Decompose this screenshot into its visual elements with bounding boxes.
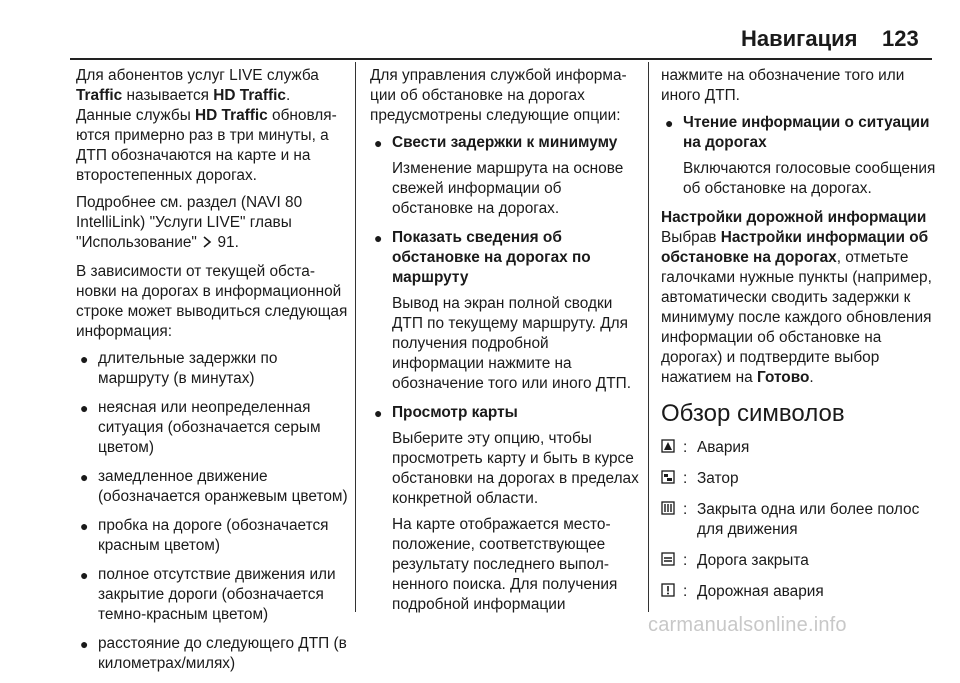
settings-heading: Настройки дорожной информации	[661, 209, 927, 226]
options-list	[370, 133, 640, 615]
symbol-label: Дорожная авария	[697, 583, 824, 600]
list-item: ● длительные задержки по маршруту (в минутах)	[80, 350, 278, 387]
paragraph-options-intro: Для управления службой информации об обстановке на дорогах предусмотрены следующие опции:	[370, 67, 627, 124]
symbol-label: Дорога закрыта	[697, 552, 809, 569]
symbol-label: Закрыта одна или более полос для движения	[697, 501, 920, 538]
info-bullet-list	[76, 349, 348, 674]
list-item: ● полное отсутствие движения или закрытие дороги (обозначается темно-красным цветом)	[80, 566, 336, 623]
paragraph-info-line: В зависимости от текущей обстановки на дорогах в информационной строке может выводиться следующая информация:	[76, 263, 348, 340]
option-text: На карте отображается местоположение, соответствующее результату последнего выполненного поиска. Для получения подробной информации	[392, 516, 618, 613]
option-item: ● Чтение информации о ситуации на дорогах Включаются голосовые сообщения об обстановке на дорогах.	[665, 114, 936, 197]
symbol-row: : Затор	[661, 469, 936, 489]
list-item: ● пробка на дороге (обозначается красным цветом)	[80, 517, 329, 554]
column-divider	[648, 62, 649, 612]
paragraph-settings: Выбрав Настройки информации об обстановке на дорогах, отметьте галочками нужные пункты (например, автоматически сводить задержки к минимуму после каждого обновления информации об обстановке на дорогах) и подтвердите выбор нажатием на Готово.	[661, 229, 932, 386]
column-1	[76, 66, 348, 683]
option-text: Выберите эту опцию, чтобы просмотреть карту и быть в курсе обстановки на дорогах в пределах конкретной области.	[392, 430, 639, 507]
option-text: Вывод на экран полной сводки ДТП по текущему маршруту. Для получения подробной информации нажмите на обозначение того или иного ДТП.	[392, 295, 631, 392]
symbol-row: : Закрыта одна или более полос для движения	[661, 500, 936, 540]
option-item: ● Показать сведения об обстановке на дорогах по маршруту Вывод на экран полной сводки ДТП по текущему маршруту. Для получения подробной информации нажмите на обозначение того или иного ДТП.	[370, 228, 640, 394]
paragraph-continued: нажмите на обозначение того или иного ДТП.	[661, 67, 905, 104]
symbol-row: : Дорожная авария	[661, 582, 936, 602]
column-3	[661, 66, 936, 613]
option-item: ● Просмотр карты Выберите эту опцию, чтобы просмотреть карту и быть в курсе обстановки на дорогах в пределах конкретной области. На карте отображается местоположение, соответствующее результату последнего выполненного поиска. Для получения подробной информации	[374, 404, 639, 613]
symbols-section-title: Обзор символов	[661, 400, 845, 427]
arrow-reference-icon	[201, 235, 213, 255]
road-closed-icon	[661, 551, 683, 567]
page-number: 123	[882, 26, 919, 51]
symbol-row: : Дорога закрыта	[661, 551, 936, 571]
watermark: carmanualsonline.info	[648, 614, 847, 636]
accident-icon	[661, 438, 683, 454]
paragraph-hd-traffic: Для абонентов услуг LIVE служба Traffic называется HD Traffic. Данные службы HD Traffic обновляются примерно раз в три минуты, а ДТП обозначаются на карте и на второстепенных дорогах.	[76, 67, 337, 184]
option-heading: Чтение информации о ситуации на дорогах	[683, 114, 930, 151]
option-text: Изменение маршрута на основе свежей информации об обстановке на дорогах.	[392, 160, 624, 217]
header-rule	[70, 58, 932, 60]
paragraph-see-section: Подробнее см. раздел (NAVI 80 IntelliLink) "Услуги LIVE" главы "Использование" 91.	[76, 193, 348, 255]
symbol-label: Авария	[697, 439, 750, 456]
option-item: ● Свести задержки к минимуму Изменение маршрута на основе свежей информации об обстановке на дорогах.	[370, 133, 640, 219]
column-divider	[355, 62, 356, 612]
lanes-closed-icon	[661, 500, 683, 516]
symbol-row: : Авария	[661, 438, 936, 458]
column-2	[370, 66, 640, 624]
option-heading: Просмотр карты	[392, 404, 518, 421]
symbol-label: Затор	[697, 470, 739, 487]
option-heading: Показать сведения об обстановке на дорогах по маршруту	[392, 229, 591, 286]
options-list-continued	[661, 113, 936, 199]
option-text: Включаются голосовые сообщения об обстановке на дорогах.	[683, 160, 936, 197]
list-item: ● неясная или неопределенная ситуация (обозначается серым цветом)	[80, 399, 321, 456]
traffic-jam-icon	[661, 469, 683, 485]
option-heading: Свести задержки к минимуму	[392, 134, 618, 151]
list-item: ● расстояние до следующего ДТП (в километрах/милях)	[80, 635, 347, 672]
list-item: ● замедленное движение (обозначается оранжевым цветом)	[80, 468, 348, 505]
symbols-list	[661, 438, 936, 602]
page-header-title: Навигация	[741, 26, 858, 51]
road-incident-icon	[661, 582, 683, 598]
